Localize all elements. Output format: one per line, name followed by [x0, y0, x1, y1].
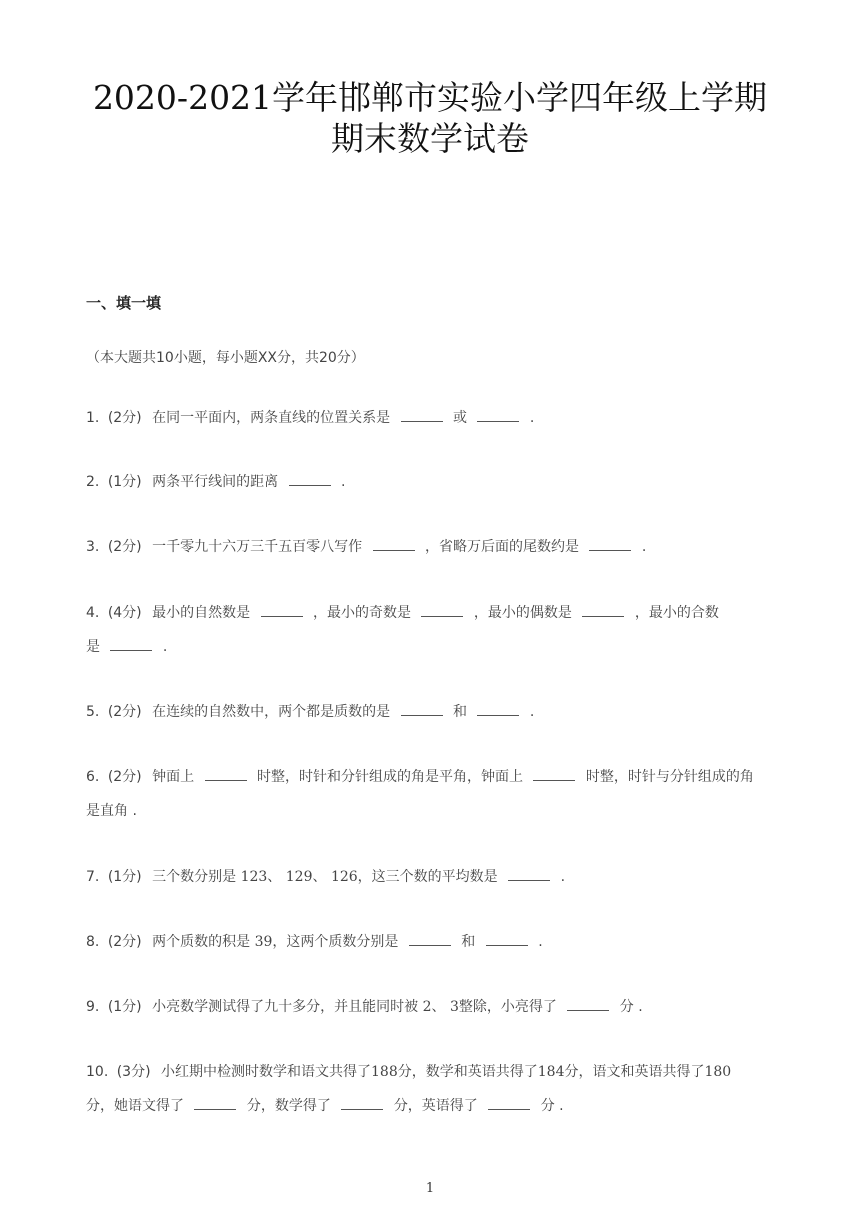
question-7 — [86, 860, 776, 894]
question-number: 6. — [86, 769, 100, 785]
question-points: (1分) — [107, 999, 142, 1015]
number-value: 188 — [371, 1064, 398, 1080]
question-text: 小亮数学测试得了九十多分，并且能同时被 — [152, 999, 419, 1015]
question-text: 时整，时针与分针组成的角 — [585, 769, 754, 785]
question-text: 和 — [461, 934, 476, 950]
question-text: 是直角 . — [86, 803, 137, 819]
separator: 、 — [431, 999, 446, 1015]
answer-blank[interactable] — [409, 931, 451, 946]
question-points: (2分) — [107, 539, 142, 555]
answer-blank[interactable] — [401, 407, 443, 422]
question-points: (2分) — [107, 704, 142, 720]
question-8 — [86, 925, 776, 959]
separator: 、 — [267, 869, 282, 885]
answer-blank[interactable] — [567, 996, 609, 1011]
question-text: 分，数学和英语共得了 — [397, 1064, 538, 1080]
question-text: 是 — [86, 639, 100, 655]
number-value: 3 — [449, 999, 459, 1015]
question-text: 小红期中检测时数学和语文共得了 — [161, 1064, 372, 1080]
answer-blank[interactable] — [373, 536, 415, 551]
question-text: 或 — [453, 410, 468, 426]
question-number: 4. — [86, 605, 100, 621]
answer-blank[interactable] — [110, 636, 152, 651]
question-number: 9. — [86, 999, 100, 1015]
question-2 — [86, 465, 776, 499]
question-text: . — [560, 869, 566, 885]
question-points: (4分) — [107, 605, 142, 621]
answer-blank[interactable] — [194, 1095, 236, 1110]
question-points: (2分) — [107, 769, 142, 785]
question-text: 三个数分别是 — [152, 869, 237, 885]
question-points: (1分) — [107, 869, 142, 885]
number-value: 126 — [330, 869, 358, 885]
answer-blank[interactable] — [533, 766, 575, 781]
exam-title-line1: 2020-2021学年邯郸市实验小学四年级上学期 — [92, 78, 768, 117]
question-text: 分，英语得了 — [393, 1098, 478, 1114]
question-3 — [86, 530, 776, 564]
section-heading: 一、填一填 — [86, 294, 162, 312]
number-value: 184 — [537, 1064, 565, 1080]
question-text: . — [162, 639, 168, 655]
question-text: . — [341, 474, 346, 490]
question-10 — [86, 1055, 786, 1123]
answer-blank[interactable] — [582, 602, 624, 617]
question-number: 5. — [86, 704, 100, 720]
number-value: 129 — [285, 869, 313, 885]
question-text: 在同一平面内，两条直线的位置关系是 — [152, 410, 391, 426]
question-text: . — [538, 934, 543, 950]
question-9 — [86, 990, 776, 1024]
answer-blank[interactable] — [401, 701, 443, 716]
answer-blank[interactable] — [477, 407, 519, 422]
question-text: 分，语文和英语共得了 — [564, 1064, 705, 1080]
question-points: (1分) — [107, 474, 142, 490]
answer-blank[interactable] — [341, 1095, 383, 1110]
number-value: 39 — [254, 934, 273, 950]
question-number: 1. — [86, 410, 100, 426]
answer-blank[interactable] — [421, 602, 463, 617]
question-points: (2分) — [107, 934, 142, 950]
question-text: 两条平行线间的距离 — [152, 474, 279, 490]
question-text: 和 — [453, 704, 468, 720]
number-value: 180 — [704, 1064, 732, 1080]
number-value: 2 — [422, 999, 432, 1015]
answer-blank[interactable] — [289, 471, 331, 486]
question-text: 分，数学得了 — [246, 1098, 331, 1114]
number-value: 123 — [240, 869, 268, 885]
answer-blank[interactable] — [486, 931, 528, 946]
answer-blank[interactable] — [477, 701, 519, 716]
question-text: 一千零九十六万三千五百零八写作 — [152, 539, 363, 555]
question-text: ，这三个数的平均数是 — [357, 869, 498, 885]
question-4 — [86, 596, 776, 664]
question-6 — [86, 760, 776, 828]
question-text: 时整，时针和分针组成的角是平角，钟面上 — [257, 769, 524, 785]
question-text: . — [529, 704, 535, 720]
question-number: 2. — [86, 474, 100, 490]
question-5 — [86, 695, 776, 729]
question-text: 整除，小亮得了 — [458, 999, 557, 1015]
question-number: 10. — [86, 1064, 109, 1080]
section-note: （本大题共10小题，每小题XX分，共20分） — [86, 350, 365, 366]
exam-title-line2: 期末数学试卷 — [331, 119, 529, 158]
question-text: 最小的自然数是 — [152, 605, 251, 621]
question-1 — [86, 401, 776, 435]
answer-blank[interactable] — [205, 766, 247, 781]
question-points: (2分) — [107, 410, 142, 426]
page-number: 1 — [425, 1181, 435, 1196]
question-points: (3分) — [116, 1064, 151, 1080]
question-text: 钟面上 — [152, 769, 195, 785]
question-text: ，省略万后面的尾数约是 — [425, 539, 580, 555]
question-text: 分 . — [540, 1098, 564, 1114]
question-text: 分，她语文得了 — [86, 1098, 184, 1114]
question-text: . — [529, 410, 535, 426]
question-text: 两个质数的积是 — [152, 934, 251, 950]
answer-blank[interactable] — [261, 602, 303, 617]
question-text: ，最小的合数 — [634, 605, 719, 621]
answer-blank[interactable] — [488, 1095, 530, 1110]
answer-blank[interactable] — [508, 866, 550, 881]
answer-blank[interactable] — [589, 536, 631, 551]
separator: 、 — [312, 869, 327, 885]
question-number: 7. — [86, 869, 100, 885]
question-text: 在连续的自然数中，两个都是质数的是 — [152, 704, 391, 720]
question-text: ，最小的偶数是 — [473, 605, 572, 621]
question-number: 8. — [86, 934, 100, 950]
question-text: . — [641, 539, 647, 555]
question-number: 3. — [86, 539, 100, 555]
question-text: 分 . — [619, 999, 643, 1015]
question-text: ，最小的奇数是 — [313, 605, 412, 621]
question-text: ，这两个质数分别是 — [272, 934, 399, 950]
